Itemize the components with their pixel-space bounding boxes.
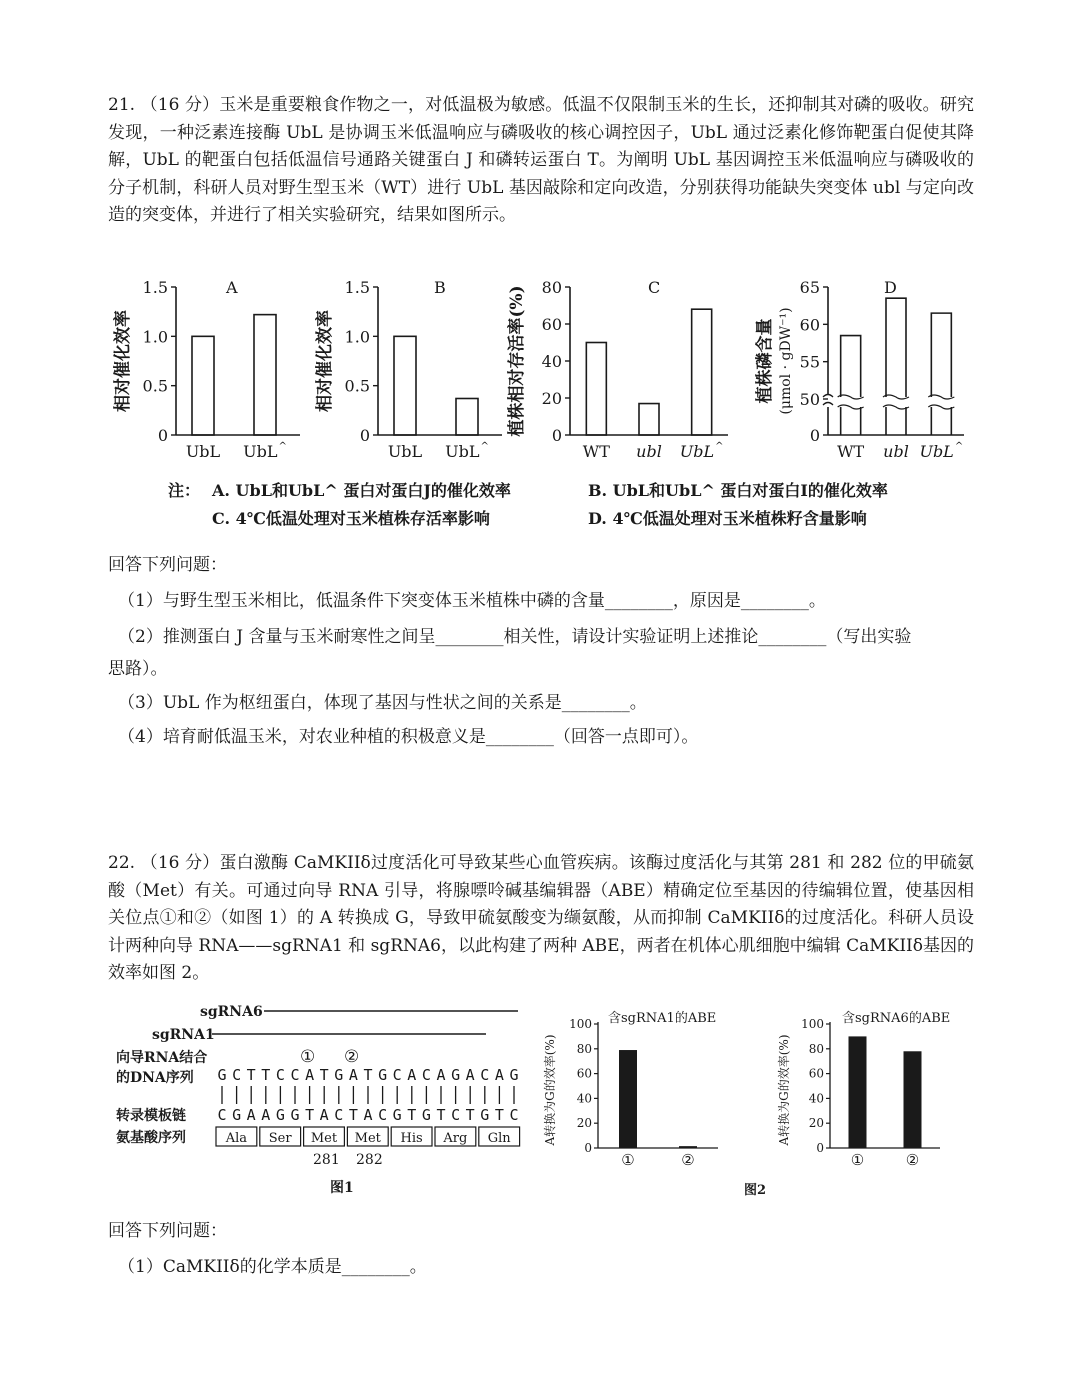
bar xyxy=(679,1146,697,1148)
x-tick-label: UbL^ xyxy=(679,441,724,461)
y-tick-label: 0.5 xyxy=(142,376,168,396)
label-amino-acids: 氨基酸序列 xyxy=(116,1130,186,1146)
dna-base: G xyxy=(480,1106,490,1124)
bar-lower xyxy=(841,407,861,435)
panel-letter: A xyxy=(226,278,238,297)
panel-letter: D xyxy=(884,278,897,297)
dna-base: G xyxy=(290,1106,300,1124)
y-axis-label: 植株磷含量 xyxy=(755,318,775,404)
fig2-charts xyxy=(540,1002,960,1202)
dna-base: C xyxy=(275,1066,285,1084)
panel-letter: B xyxy=(434,278,446,297)
bar xyxy=(456,398,478,435)
y-tick-label: 60 xyxy=(541,315,562,334)
dna-base: G xyxy=(217,1066,227,1084)
dna-base: A xyxy=(407,1066,417,1084)
y-tick-label: 0 xyxy=(551,426,562,445)
sgrna6-label: sgRNA6 xyxy=(200,1004,263,1020)
fig1-caption: 图1 xyxy=(330,1180,354,1196)
dna-top-strand xyxy=(217,1066,518,1084)
dna-base: C xyxy=(392,1066,402,1084)
y-tick-label: 1.5 xyxy=(344,278,370,297)
bar-break-mark xyxy=(883,405,909,409)
dna-base: C xyxy=(509,1106,519,1124)
axis-break-mark xyxy=(823,403,833,406)
note-b: B. UbL和UbL^ 蛋白对蛋白I的催化效率 xyxy=(588,481,888,500)
y-tick-label: 60 xyxy=(576,1066,592,1081)
dna-base: A xyxy=(363,1106,373,1124)
y-axis-label: 相对催化效率 xyxy=(315,310,335,412)
bar xyxy=(586,343,606,436)
dna-base: G xyxy=(451,1066,461,1084)
bar-lower xyxy=(886,407,906,435)
amino-acid-label: Met xyxy=(354,1131,381,1146)
dna-base: A xyxy=(465,1066,475,1084)
bar-break-mark xyxy=(928,405,954,409)
bar xyxy=(904,1051,922,1148)
x-tick-label: UbL^ xyxy=(445,441,489,461)
dna-base: C xyxy=(334,1106,344,1124)
y-tick-label: 60 xyxy=(808,1066,824,1081)
y-tick-label: 0 xyxy=(359,426,370,445)
dna-base: C xyxy=(421,1066,431,1084)
dna-base: A xyxy=(246,1106,256,1124)
bar xyxy=(254,315,276,435)
q21-question-2: （2）推测蛋白 J 含量与玉米耐寒性之间呈________相关性，请设计实验证明上述推论________（写出实验 xyxy=(118,627,912,647)
dna-base: G xyxy=(509,1066,519,1084)
y-tick-label: 80 xyxy=(576,1041,592,1056)
x-tick-label: UbL^ xyxy=(243,441,287,461)
dna-base: C xyxy=(217,1106,227,1124)
chart-panel-a xyxy=(112,278,300,461)
label-template: 转录模板链 xyxy=(116,1108,186,1124)
x-tick-label: ② xyxy=(905,1151,920,1169)
amino-acid-label: Ala xyxy=(225,1131,248,1146)
y-tick-label: 55 xyxy=(799,352,820,372)
y-tick-label: 1.0 xyxy=(344,327,370,347)
y-tick-label: 80 xyxy=(808,1041,824,1056)
chart-panel-c xyxy=(506,278,728,461)
label-binding-1: 向导RNA结合 xyxy=(116,1050,208,1066)
dna-base: T xyxy=(261,1066,271,1084)
dna-base: A xyxy=(436,1066,446,1084)
y-tick-label: 40 xyxy=(808,1091,824,1106)
q21-answer-prompt: 回答下列问题： xyxy=(108,555,227,575)
fig2-caption: 图2 xyxy=(744,1183,767,1198)
y-tick-label: 65 xyxy=(799,278,820,297)
y-tick-label: 20 xyxy=(808,1116,824,1131)
amino-acid-label: Gln xyxy=(487,1131,511,1146)
x-tick-label: ② xyxy=(681,1151,695,1169)
dna-base: C xyxy=(232,1066,242,1084)
sgrna1-label: sgRNA1 xyxy=(152,1027,215,1043)
bar-upper xyxy=(886,298,906,397)
note-c: C. 4℃低温处理对玉米植株存活率影响 xyxy=(212,509,490,528)
dna-base: G xyxy=(232,1106,242,1124)
axis-break-mark xyxy=(823,395,833,398)
y-axis-label: A转换为G的效率(%) xyxy=(777,1034,791,1146)
y-tick-label: 1.5 xyxy=(142,278,168,297)
dna-base: A xyxy=(348,1066,358,1084)
bar xyxy=(692,309,712,435)
x-tick-label: ① xyxy=(621,1151,635,1169)
dna-base: G xyxy=(421,1106,431,1124)
bar xyxy=(619,1050,637,1148)
chart-panel-d xyxy=(754,278,964,461)
chart-title: 含sgRNA1的ABE xyxy=(608,1011,717,1026)
bar-lower xyxy=(931,407,951,435)
dna-base: G xyxy=(378,1066,388,1084)
y-tick-label: 40 xyxy=(541,352,562,371)
y-axis-label: 相对催化效率 xyxy=(113,310,133,412)
bar xyxy=(394,336,416,435)
chart-title: 含sgRNA6的ABE xyxy=(842,1011,951,1026)
dna-base: T xyxy=(407,1106,417,1124)
bar xyxy=(639,404,659,435)
dna-base: C xyxy=(480,1066,490,1084)
y-tick-label: 0.5 xyxy=(344,376,370,396)
y-tick-label: 50 xyxy=(799,390,820,409)
x-tick-label: ① xyxy=(850,1151,865,1169)
y-tick-label: 0 xyxy=(157,426,168,445)
dna-base: T xyxy=(494,1106,504,1124)
pos-281: 281 xyxy=(313,1152,340,1168)
dna-template-strand xyxy=(217,1106,518,1124)
dna-base: T xyxy=(305,1106,315,1124)
dna-base: A xyxy=(319,1106,329,1124)
q21-question-3: （3）UbL 作为枢纽蛋白，体现了基因与性状之间的关系是________。 xyxy=(118,693,647,713)
dna-base: T xyxy=(465,1106,475,1124)
bar-break-mark xyxy=(883,395,909,399)
y-tick-label: 0 xyxy=(816,1141,824,1155)
amino-acid-sequence xyxy=(216,1127,520,1146)
y-tick-label: 100 xyxy=(569,1017,592,1031)
y-tick-label: 80 xyxy=(541,278,562,297)
y-tick-label: 1.0 xyxy=(142,327,168,347)
q21-intro: 21. （16 分）玉米是重要粮食作物之一，对低温极为敏感。低温不仅限制玉米的生长，还抑制其对磷的吸收。研究发现，一种泛素连接酶 UbL 是协调玉米低温响应与磷吸收的核心调控因子，UbL 通过泛素化修饰靶蛋白促使其降解，UbL 的靶蛋白包括低温信号通路关键蛋白 J 和磷转运蛋白 T。为阐明 UbL 基因调控玉米低温响应与磷吸收的分子机制，科研人员对野生型玉米（WT）进行 UbL 基因敲除和定向改造，分别获得功能缺失突变体 ubl 与定向改造的突变体，并进行了相关实验研究，结果如图所示。 xyxy=(108,95,974,225)
dna-base: G xyxy=(392,1106,402,1124)
note-prefix: 注： xyxy=(168,481,201,500)
y-tick-label: 60 xyxy=(799,315,820,335)
q22-intro: 22. （16 分）蛋白激酶 CaMKIIδ过度活化可导致某些心血管疾病。该酶过度活化与其第 281 和 282 位的甲硫氨酸（Met）有关。可通过向导 RNA 引导，将腺嘌呤碱基编辑器（ABE）精确定位至基因的待编辑位置，使基因相关位点①和②（如图 1）的 A 转换成 G，导致甲硫氨酸变为缬氨酸，从而抑制 CaMKIIδ的过度活化。科研人员设计两种向导 RNA——sgRNA1 和 sgRNA6，以此构建了两种 ABE，两者在机体心肌细胞中编辑 CaMKIIδ基因的效率如图 2。 xyxy=(108,853,974,983)
q22-question-1: （1）CaMKIIδ的化学本质是________。 xyxy=(118,1257,427,1277)
y-tick-label: 20 xyxy=(576,1116,592,1131)
q22-answer-prompt: 回答下列问题： xyxy=(108,1221,227,1241)
q21-question-4: （4）培育耐低温玉米，对农业种植的积极意义是________（回答一点即可）。 xyxy=(118,727,699,747)
dna-base: T xyxy=(436,1106,446,1124)
x-tick-label: WT xyxy=(837,442,865,461)
x-tick-label: ubl xyxy=(883,442,909,461)
pos-282: 282 xyxy=(356,1152,383,1168)
y-axis-label: A转换为G的效率(%) xyxy=(543,1034,557,1146)
label-binding-2: 的DNA序列 xyxy=(116,1070,194,1086)
dna-base: G xyxy=(275,1106,285,1124)
bar-break-mark xyxy=(838,405,864,409)
q21-question-1: （1）与野生型玉米相比，低温条件下突变体玉米植株中磷的含量________，原因是________。 xyxy=(118,591,826,611)
note-a: A. UbL和UbL^ 蛋白对蛋白J的催化效率 xyxy=(212,481,511,500)
y-tick-label: 0 xyxy=(809,426,820,445)
bar xyxy=(192,336,214,435)
dna-base: T xyxy=(246,1066,256,1084)
dna-base: C xyxy=(378,1106,388,1124)
y-axis-unit: (μmol · gDW⁻¹) xyxy=(778,307,794,415)
panel-letter: C xyxy=(648,278,661,297)
y-axis-label: 植株相对存活率(%) xyxy=(507,285,527,437)
y-tick-label: 100 xyxy=(801,1017,824,1031)
amino-acid-label: Met xyxy=(310,1131,338,1146)
dna-base: C xyxy=(290,1066,300,1084)
dna-base: C xyxy=(451,1106,461,1124)
amino-acid-label: Ser xyxy=(268,1131,292,1146)
x-tick-label: UbL^ xyxy=(919,441,964,461)
x-tick-label: UbL xyxy=(387,442,423,461)
y-tick-label: 0 xyxy=(584,1141,592,1155)
dna-base: T xyxy=(319,1066,329,1084)
bar-upper xyxy=(931,313,951,397)
amino-acid-label: His xyxy=(400,1131,423,1146)
note-d: D. 4℃低温处理对玉米植株籽含量影响 xyxy=(588,509,867,528)
bar-break-mark xyxy=(838,395,864,399)
bar-upper xyxy=(841,336,861,397)
dna-base: T xyxy=(348,1106,358,1124)
site-2-marker: ② xyxy=(344,1047,360,1067)
base-pair-lines xyxy=(222,1086,514,1104)
y-tick-label: 20 xyxy=(541,389,562,408)
chart-panel-b xyxy=(314,278,502,461)
dna-base: A xyxy=(494,1066,504,1084)
x-tick-label: UbL xyxy=(185,442,221,461)
chart-sgrna6 xyxy=(776,1011,950,1169)
q21-figure xyxy=(108,262,974,532)
q21-question-2-cont: 思路）。 xyxy=(108,659,168,679)
amino-acid-label: Arg xyxy=(443,1131,468,1146)
dna-base: A xyxy=(261,1106,271,1124)
chart-sgrna1 xyxy=(542,1011,718,1169)
dna-base: A xyxy=(305,1066,315,1084)
bar xyxy=(849,1036,867,1148)
x-tick-label: WT xyxy=(582,442,610,461)
bar-break-mark xyxy=(928,395,954,399)
fig1-diagram xyxy=(108,996,528,1201)
y-tick-label: 40 xyxy=(576,1091,592,1106)
dna-base: G xyxy=(334,1066,344,1084)
site-1-marker: ① xyxy=(300,1047,316,1067)
dna-base: T xyxy=(363,1066,373,1084)
x-tick-label: ubl xyxy=(636,442,662,461)
